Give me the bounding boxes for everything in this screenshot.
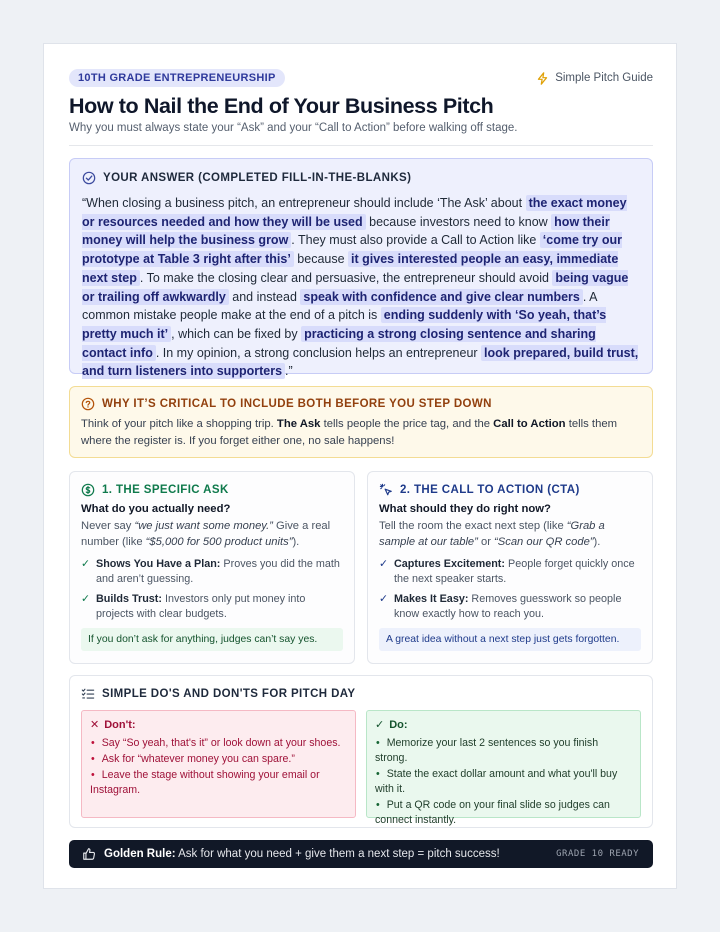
why-keyword-ask: The Ask	[276, 418, 321, 430]
cta-callout: A great idea without a next step just gets forgotten.	[379, 628, 641, 651]
cta-desc-1: Tell the room the exact next step (like	[379, 520, 567, 532]
answer-heading	[82, 171, 639, 185]
page-content	[69, 69, 653, 868]
sparkle-cursor-icon	[379, 483, 393, 497]
golden-rule-text	[104, 848, 500, 860]
lightning-icon	[536, 72, 549, 85]
cta-desc-2: or	[477, 536, 495, 548]
ask-heading-text: 1. THE SPECIFIC ASK	[102, 484, 229, 496]
donts-title	[90, 718, 347, 731]
ask-card	[69, 471, 355, 664]
answer-blank-9: look prepared, build trust, and turn listeners into supporters	[82, 345, 639, 379]
answer-text-10: .”	[285, 364, 293, 379]
answer-section	[69, 158, 653, 379]
dos-donts-heading	[81, 687, 641, 701]
answer-text-6: and instead	[228, 289, 301, 304]
answer-text-2: because investors need to know	[365, 214, 552, 229]
why-text-1: Think of your pitch like a shopping trip.	[81, 418, 277, 430]
checkmark-icon: ✓	[379, 558, 389, 570]
checkmark-icon: ✓	[81, 558, 91, 570]
ask-cta-columns	[69, 471, 653, 664]
ask-check-item	[81, 557, 343, 587]
why-heading-text: WHY IT’S CRITICAL TO INCLUDE BOTH BEFORE YOU STEP DOWN	[102, 398, 492, 410]
donts-panel	[81, 710, 356, 818]
cta-check-item	[379, 557, 641, 587]
dont-item: • Ask for “whatever money you can spare.”	[90, 752, 347, 767]
dos-donts-heading-text: SIMPLE DO'S AND DON'TS FOR PITCH DAY	[102, 688, 356, 700]
dos-donts-section	[69, 675, 653, 828]
donts-title-text: Don't:	[104, 718, 136, 731]
header-divider	[69, 145, 653, 146]
ask-description	[81, 518, 343, 550]
answer-blank-4: it gives interested people an easy, immediate next step	[82, 252, 619, 285]
dont-item: • Say “So yeah, that's it” or look down at your shoes.	[90, 736, 347, 751]
ask-check-label: Builds Trust:	[96, 593, 162, 605]
answer-text-3: . They must also provide a Call to Action like	[291, 233, 540, 248]
cta-heading	[379, 483, 641, 497]
cta-desc-3: ).	[593, 536, 601, 548]
answer-text-9: . In my opinion, a strong conclusion helps an entrepreneur	[155, 345, 482, 360]
answer-blank-2: how their money will help the business grow	[82, 214, 610, 248]
why-section	[69, 386, 653, 458]
check-circle-icon	[82, 171, 96, 185]
checklist-icon	[81, 687, 95, 701]
ask-desc-3: ).	[292, 536, 300, 548]
answer-blank-7: ending suddenly with ‘So yeah, that’s pretty much it’	[82, 308, 607, 341]
answer-blank-6: speak with confidence and give clear numbers	[300, 289, 582, 305]
answer-text-5: . To make the closing clear and persuasive, the entrepreneur should avoid	[139, 270, 553, 285]
why-keyword-cta: Call to Action	[493, 418, 566, 430]
cta-check-label: Makes It Easy:	[394, 593, 469, 605]
golden-rule-body: Ask for what you need + give them a next step = pitch success!	[175, 848, 500, 860]
why-heading	[81, 397, 641, 411]
cta-check-text: People forget quickly once the next speaker starts.	[394, 558, 635, 585]
cta-description	[379, 518, 641, 550]
dollar-circle-icon	[81, 483, 95, 497]
cta-check-label: Captures Excitement:	[394, 558, 506, 570]
dos-panel	[366, 710, 641, 826]
dos-title-text: Do:	[389, 718, 408, 731]
answer-heading-text: YOUR ANSWER (COMPLETED FILL-IN-THE-BLANKS)	[103, 172, 412, 184]
ask-desc-1: Never say	[81, 520, 135, 532]
do-item: • Memorize your last 2 sentences so you finish strong.	[375, 736, 632, 766]
cta-desc-quote-1: “Grab a sample at our table”	[379, 520, 605, 548]
answer-blank-1: the exact money or resources needed and how they will be used	[82, 196, 627, 229]
ask-check-label: Shows You Have a Plan:	[96, 558, 221, 570]
answer-blank-8: practicing a strong closing sentence and sharing contact info	[82, 326, 596, 360]
ask-check-body	[96, 592, 343, 622]
grade-tag: 10TH GRADE ENTREPRENEURSHIP	[69, 69, 285, 87]
cta-check-text: Removes guesswork so people know exactly how to reach you.	[394, 593, 622, 620]
why-text-2: tells people the price tag, and the	[320, 418, 494, 430]
answer-text-7: . A common mistake people make at the end of a pitch is	[82, 289, 597, 323]
why-paragraph	[81, 416, 641, 449]
cta-question: What should they do right now?	[379, 503, 551, 515]
ask-desc-quote-1: “we just want some money.”	[134, 520, 273, 532]
cta-heading-text: 2. THE CALL TO ACTION (CTA)	[400, 484, 580, 496]
ask-check-body	[96, 557, 343, 587]
guide-label	[536, 72, 653, 85]
ask-callout: If you don’t ask for anything, judges can’t say yes.	[81, 628, 343, 651]
pitch-guide-page	[43, 43, 677, 889]
answer-text-4: because	[293, 252, 349, 267]
dos-title	[375, 718, 632, 731]
check-icon: ✓	[375, 719, 385, 731]
golden-rule-bar	[69, 840, 653, 868]
cta-card	[367, 471, 653, 664]
question-circle-icon	[81, 397, 95, 411]
do-item: • Put a QR code on your final slide so judges can connect instantly.	[375, 798, 632, 828]
ask-checklist	[81, 557, 343, 622]
answer-text-8: , which can be fixed by	[171, 326, 302, 341]
ask-check-item	[81, 592, 343, 622]
dos-donts-columns	[81, 710, 641, 826]
ask-check-text: Investors only put money into projects with clear budgets.	[96, 593, 306, 620]
cta-check-item	[379, 592, 641, 622]
cta-desc-quote-2: “Scan our QR code”	[494, 536, 594, 548]
donts-list	[90, 736, 347, 798]
cta-check-body	[394, 557, 641, 587]
ask-desc-quote-2: “$5,000 for 500 product units”	[145, 536, 293, 548]
dos-list	[375, 736, 632, 828]
cta-checklist	[379, 557, 641, 622]
answer-paragraph	[82, 194, 639, 381]
ask-check-text: Proves you did the math and aren’t guessing.	[96, 558, 340, 585]
golden-rule	[82, 847, 500, 861]
x-icon: ✕	[90, 719, 100, 731]
answer-blank-5: being vague or trailing off awkwardly	[82, 270, 629, 304]
header-topline	[69, 69, 653, 87]
answer-blank-3: ‘come try our prototype at Table 3 right after this’	[82, 233, 622, 267]
ask-question: What do you actually need?	[81, 503, 231, 515]
dont-item: • Leave the stage without showing your email or Instagram.	[90, 768, 347, 798]
ask-heading	[81, 483, 343, 497]
checkmark-icon: ✓	[379, 593, 389, 605]
ask-desc-2: Give a real number (like	[81, 520, 331, 548]
page-subtitle: Why you must always state your “Ask” and your “Call to Action” before walking off stage.	[69, 122, 518, 134]
answer-text-1: “When closing a business pitch, an entrepreneur should include ‘The Ask’ about	[82, 196, 526, 210]
grade-ready-badge: GRADE 10 READY	[556, 849, 639, 859]
golden-rule-label: Golden Rule:	[104, 848, 176, 860]
guide-label-text: Simple Pitch Guide	[555, 72, 653, 84]
checkmark-icon: ✓	[81, 593, 91, 605]
page-title: How to Nail the End of Your Business Pitch	[69, 94, 494, 118]
cta-check-body	[394, 592, 641, 622]
do-item: • State the exact dollar amount and what you'll buy with it.	[375, 767, 632, 797]
why-text-3: tells them where the register is. If you forget either one, no sale happens!	[81, 418, 618, 447]
thumbs-up-icon	[82, 847, 96, 861]
